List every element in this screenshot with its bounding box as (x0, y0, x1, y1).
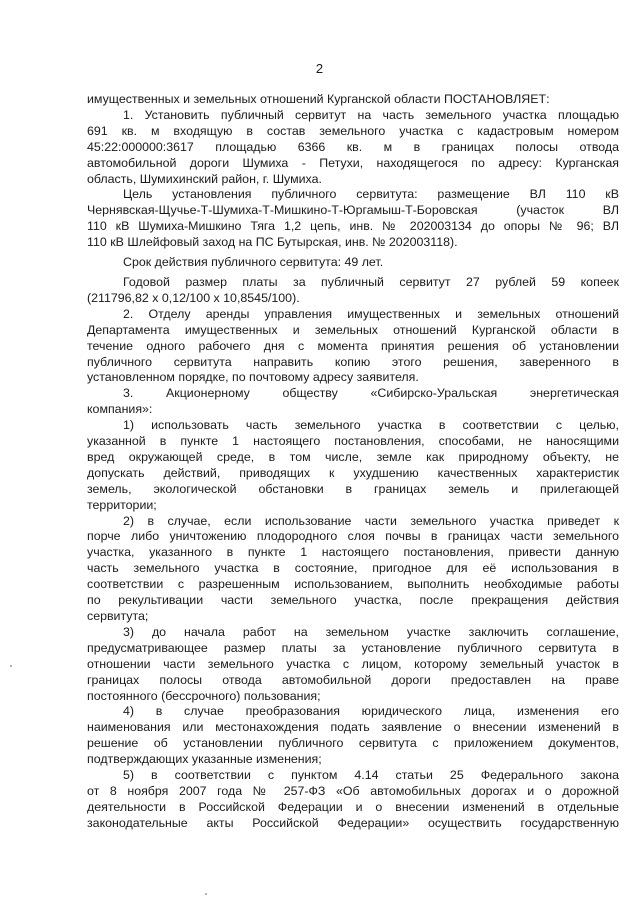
text-line: публичного сервитута направить копию этого решения, заверенного в (87, 354, 619, 369)
paragraph (87, 418, 619, 513)
text-line: сервитута; (87, 609, 149, 623)
text-line: границах полосы отвода автомобильной дороги предоставлен на праве (87, 672, 619, 687)
text-line: по рекультивации части земельного участка, после прекращения действия (87, 593, 619, 608)
text-line: 110 кВ Шумиха-Мишкино Тяга 1,2 цепь, инв. № 202003134 до опоры № 96; ВЛ (87, 219, 619, 234)
scan-speck (10, 665, 12, 667)
paragraph (87, 625, 619, 705)
text-line: земель, экологической обстановки в границах земель и прилегающей (87, 481, 619, 496)
text-line: Срок действия публичного сервитута: 49 лет. (123, 255, 384, 270)
paragraph (87, 768, 619, 832)
text-line: соответствии с разрешенным использованием, выполнить необходимые работы (87, 577, 619, 592)
text-line: Чернявская-Щучье-Т-Шумиха-Т-Мишкино-Т-Юргамыш-Т-Боровская (участок ВЛ (87, 203, 619, 218)
text-line: порче либо уничтожению плодородного слоя почвы в границах части земельного (87, 529, 619, 544)
text-line: 1. Установить публичный сервитут на часть земельного участка площадью (123, 107, 619, 122)
text-line: вред окружающей среде, в том числе, земле как природному объекту, не (87, 449, 619, 464)
paragraph (87, 275, 619, 307)
text-line: 3. Акционерному обществу «Сибирско-Уральская энергетическая (123, 386, 619, 401)
text-line: компания»: (87, 402, 153, 417)
text-line: постоянного (бессрочного) пользования; (87, 688, 321, 703)
paragraph (87, 704, 619, 768)
paragraph (87, 108, 619, 188)
text-line: (211796,82 х 0,12/100 х 10,8545/100). (87, 290, 300, 305)
scan-speck (205, 893, 207, 895)
text-line: часть земельного участка в состояние, пригодное для её использования в (87, 561, 619, 576)
text-line: допускать действий, приводящих к ухудшению качественных характеристик (87, 465, 619, 480)
text-line: Годовой размер платы за публичный сервитут 27 рублей 59 копеек (123, 274, 619, 289)
text-line: 691 кв. м входящую в состав земельного участка с кадастровым номером (87, 123, 619, 138)
text-line: автомобильной дороги Шумиха - Петухи, находящегося по адресу: Курганская (87, 155, 619, 170)
text-line: законодательные акты Российской Федерации» осуществить государственную (87, 815, 619, 830)
text-line: 2. Отделу аренды управления имущественных и земельных отношений (123, 306, 619, 321)
text-line: предусматривающее размер платы за установление публичного сервитута в (87, 640, 619, 655)
text-line: область, Шумихинский район, г. Шумиха. (87, 171, 322, 186)
paragraph (87, 514, 619, 625)
text-line: от 8 ноября 2007 года № 257-ФЗ «Об автомобильных дорогах и о дорожной (87, 783, 619, 798)
text-line: имущественных и земельных отношений Курганской области ПОСТАНОВЛЯЕТ: (87, 92, 550, 106)
text-line: 3) до начала работ на земельном участке заключить соглашение, (123, 624, 619, 639)
text-line: 5) в соответствии с пунктом 4.14 статьи 25 Федерального закона (123, 768, 619, 783)
paragraph (87, 307, 619, 387)
text-line: течение одного рабочего дня с момента принятия решения об установлении (87, 338, 619, 353)
page-number: 2 (315, 61, 324, 76)
text-line: отношении части земельного участка с лицом, которому земельный участок в (87, 656, 619, 671)
text-line: 2) в случае, если использование части земельного участка приведет к (123, 513, 619, 528)
text-line: Цель установления публичного сервитута: размещение ВЛ 110 кВ (123, 187, 619, 202)
text-line: 45:22:000000:3617 площадью 6366 кв. м в границах полосы отвода (87, 139, 619, 154)
paragraph (87, 255, 619, 271)
paragraph (87, 386, 619, 418)
text-line: участка, указанного в пункте 1 настоящего постановления, привести данную (87, 545, 619, 560)
text-line: установленном порядке, по почтовому адресу заявителя. (87, 370, 419, 385)
text-line: подтверждающих указанные изменения; (87, 752, 322, 767)
text-line: деятельности в Российской Федерации и о внесении изменений в отдельные (87, 799, 619, 814)
text-line: наименования или местонахождения подать заявление о внесении изменений в (87, 720, 619, 735)
paragraph (87, 92, 619, 108)
text-line: 1) использовать часть земельного участка в соответствии с целью, (123, 418, 619, 433)
paragraph (87, 187, 619, 251)
text-line: 110 кВ Шлейфовый заход на ПС Бутырская, инв. № 202003118). (87, 235, 458, 250)
document-body (87, 92, 619, 832)
text-line: указанной в пункте 1 настоящего постановления, способами, не наносящими (87, 434, 619, 449)
text-line: решение об установлении публичного сервитута с приложением документов, (87, 736, 619, 751)
text-line: территории; (87, 497, 157, 512)
text-line: Департамента имущественных и земельных отношений Курганской области в (87, 322, 619, 337)
text-line: 4) в случае преобразования юридического лица, изменения его (123, 704, 619, 719)
